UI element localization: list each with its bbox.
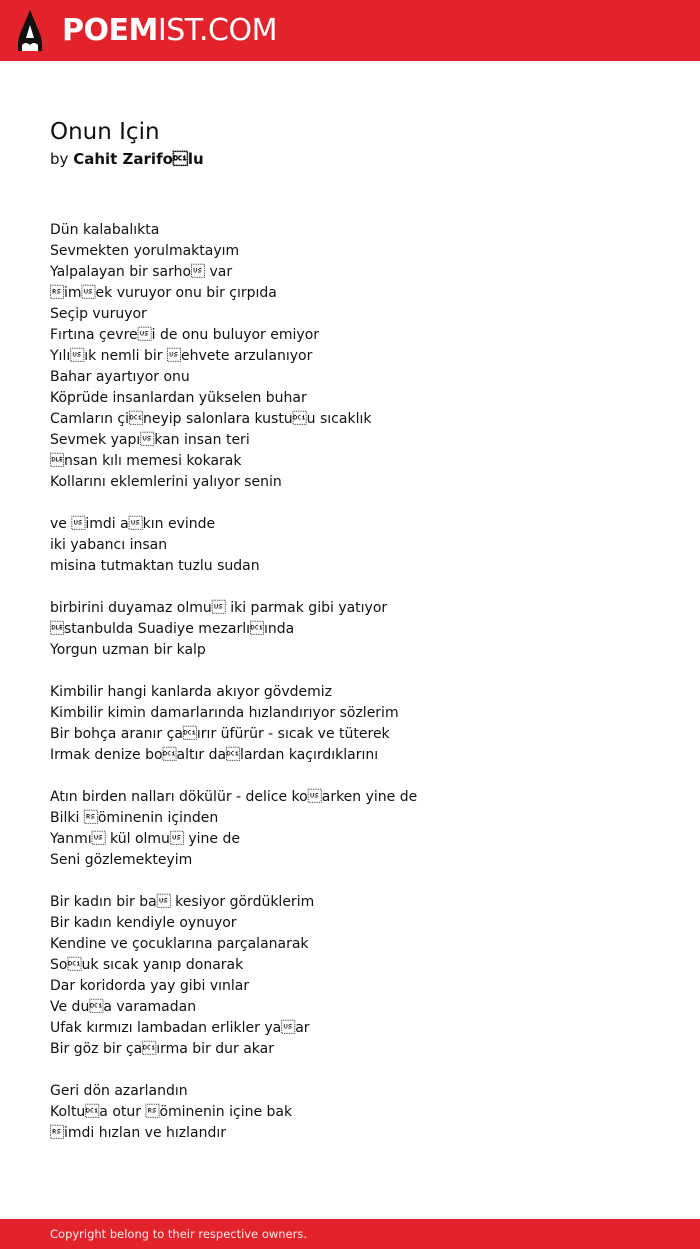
poem-line: Yılı ık nemli bir ehvete arzulanıyor [50,348,313,364]
poem-line: Koltua otur öminenin içine bak [50,1104,293,1120]
poem-line: Bir göz bir çaırma bir dur akar [50,1041,274,1057]
poem-line: Atın birden nalları dökülür - delice ko arken yine de [50,789,418,805]
site-logo[interactable] [62,12,277,50]
poem-line: misina tutmaktan tuzlu sudan [50,558,260,574]
poem-line: Sevmek yapı kan insan teri [50,432,250,448]
poem-line: Bir bohça aranır çaırır üfürür - sıcak ve tüterek [50,726,390,742]
poem-line: Seni gözlemekteyim [50,852,193,868]
poem-line: Dün kalabalıkta [50,222,160,238]
by-label: by [50,150,69,168]
poem-line: Ufak kırmızı lambadan erlikler ya ar [50,1020,310,1036]
poem-line: Ve dua varamadan [50,999,197,1015]
poem-content [50,117,670,1165]
poem-line: Bilki öminenin içinden [50,810,219,826]
logo-text-bold: POEM [62,13,158,48]
poem-stanza [50,787,670,871]
poem-line: Kimbilir kimin damarlarında hızlandırıyor sözlerim [50,705,399,721]
poem-line: Bahar ayartıyor onu [50,369,190,385]
poem-line: Yorgun uzman bir kalp [50,642,206,658]
logo-text-light: IST.COM [157,13,277,48]
pencil-tip-icon[interactable] [17,10,43,51]
poem-line: Seçip vuruyor [50,306,147,322]
poem-line: Yanmı kül olmu yine de [50,831,240,847]
poem-stanza [50,892,670,1060]
site-footer [0,1219,700,1249]
poem-stanza [50,1081,670,1144]
poem-stanza [50,514,670,577]
poem-byline [50,148,670,170]
poem-line: iki yabancı insan [50,537,168,553]
poem-line: Fırtına çevre i de onu buluyor emiyor [50,327,320,343]
poem-line: imdi hızlan ve hızlandır [50,1125,226,1141]
poem-line: Kimbilir hangi kanlarda akıyor gövdemiz [50,684,332,700]
poem-line: ve imdi a kın evinde [50,516,216,532]
site-header [0,0,700,61]
poem-line: Irmak denize boaltır dalardan kaçırdıklarını [50,747,379,763]
poem-line: Yalpalayan bir sarho var [50,264,233,280]
poem-line: Dar koridorda yay gibi vınlar [50,978,250,994]
poem-line: Sevmekten yorulmaktayım [50,243,240,259]
author-name[interactable]: Cahit Zarifolu [73,150,204,168]
poem-title: Onun Için [50,119,160,145]
poem-line: Kollarını eklemlerini yalıyor senin [50,474,282,490]
poem-line: Bir kadın bir ba kesiyor gördüklerim [50,894,315,910]
poem-stanza [50,598,670,661]
poem-line: Souk sıcak yanıp donarak [50,957,244,973]
poem-line: birbirini duyamaz olmu iki parmak gibi yatıyor [50,600,388,616]
poem-line: Bir kadın kendiyle oynuyor [50,915,237,931]
poem-line: Geri dön azarlandın [50,1083,188,1099]
poem-body [50,220,670,1144]
poem-line: Kendine ve çocuklarına parçalanarak [50,936,309,952]
poem-line: Köprüde insanlardan yükselen buhar [50,390,307,406]
poem-line: Camların çineyip salonlara kustuu sıcaklık [50,411,372,427]
poem-line: im ek vuruyor onu bir çırpıda [50,285,277,301]
poem-stanza [50,682,670,766]
poem-line: nsan kılı memesi kokarak [50,453,242,469]
poem-stanza [50,220,670,493]
copyright-text: Copyright belong to their respective owners. [50,1227,308,1241]
poem-line: stanbulda Suadiye mezarlıında [50,621,295,637]
